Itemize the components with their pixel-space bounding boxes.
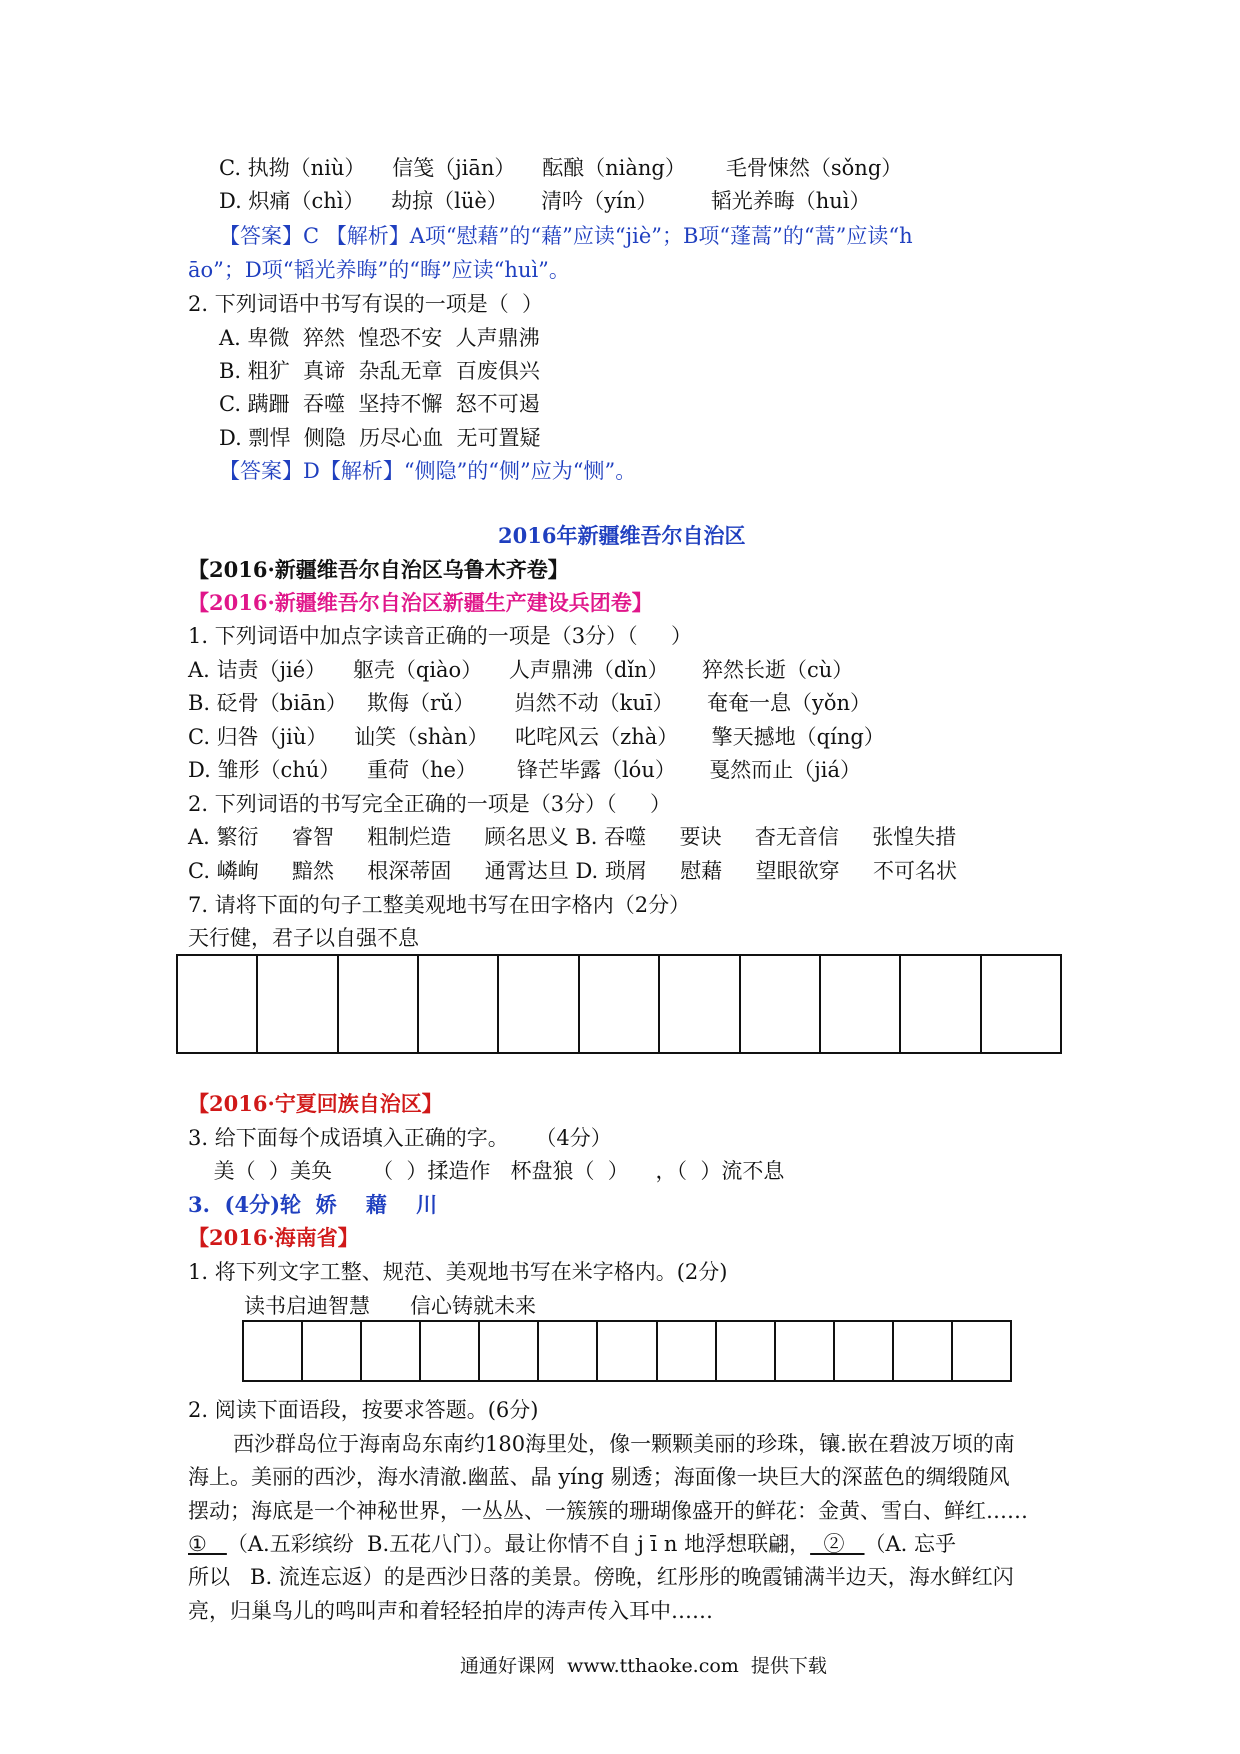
hn-para-line4: ① （A.五彩缤纷 B.五花八门）。最让你情不自 j ī n 地浮想联翩， ② （A. 忘乎 [188,1532,957,1556]
grid-cell[interactable] [901,956,981,1052]
q2-option-b: B. 粗犷 真谛 杂乱无章 百废俱兴 [219,359,540,383]
xinjiang-heading-urumqi: 【2016·新疆维吾尔自治区乌鲁木齐卷】 [188,557,569,582]
nx-q3-stem: 3. 给下面每个成语填入正确的字。 （4分） [188,1126,612,1150]
hn-para-line2: 海上。美丽的西沙，海水清澈.幽蓝、晶 yíng 剔透；海面像一块巨大的深蓝色的绸缎随风 [188,1465,1010,1489]
xj-q2-row2: C. 嶙峋 黯然 根深蒂固 通霄达旦 D. 琐屑 慰藉 望眼欲穿 不可名状 [188,859,958,883]
xj-q1-option-d: D. 雏形（chú） 重荷（he） 锋芒毕露（lóu） 戛然而止（jiá） [188,758,861,782]
hainan-heading: 【2016·海南省】 [188,1225,359,1250]
q2-answer: 【答案】D【解析】“侧隐”的“侧”应为“恻”。 [219,459,637,483]
page-footer: 通通好课网 www.tthaoke.com 提供下载 [460,1655,827,1677]
grid-cell[interactable] [480,1322,539,1380]
grid-cell[interactable] [821,956,901,1052]
xj-q1-option-b: B. 砭骨（biān） 欺侮（rǔ） 岿然不动（kuī） 奄奄一息（yǒn） [188,691,872,715]
grid-cell[interactable] [717,1322,776,1380]
grid-cell[interactable] [953,1322,1010,1380]
hn-q1-stem: 1. 将下列文字工整、规范、美观地书写在米字格内。(2分) [188,1260,728,1284]
grid-cell[interactable] [362,1322,421,1380]
q2-option-d: D. 剽悍 侧隐 历尽心血 无可置疑 [219,426,541,450]
xj-q2-row1: A. 繁衍 睿智 粗制烂造 顾名思义 B. 吞噬 要诀 杳无音信 张惶失措 [188,825,957,849]
hn-para-line6: 亮，归巢鸟儿的鸣叫声和着轻轻拍岸的涛声传入耳中…… [188,1599,713,1623]
xj-q1-option-c: C. 归咎（jiù） 讪笑（shàn） 叱咤风云（zhà） 擎天撼地（qíng） [188,725,885,749]
blank-1[interactable]: ① [188,1532,227,1556]
grid-cell[interactable] [658,1322,717,1380]
grid-cell[interactable] [660,956,740,1052]
grid-cell[interactable] [835,1322,894,1380]
grid-cell[interactable] [776,1322,835,1380]
grid-cell[interactable] [598,1322,657,1380]
hn-para-line5: 所以 B. 流连忘返）的是西沙日落的美景。傍晚，红彤彤的晚霞铺满半边天，海水鲜红闪 [188,1565,1014,1589]
xj-q1-stem: 1. 下列词语中加点字读音正确的一项是（3分）（ ） [188,624,692,648]
nx-q3-answer: 3. (4分)轮 娇 藉 川 [188,1192,438,1217]
blank-2[interactable]: ② [810,1532,865,1556]
grid-cell[interactable] [419,956,499,1052]
grid-cell[interactable] [303,1322,362,1380]
section-title-xinjiang: 2016年新疆维吾尔自治区 [498,523,746,548]
nx-q3-items: 美（ ）美奂 （ ）揉造作 杯盘狼（ ） ，（ ）流不息 [207,1159,785,1183]
hn-para-line1: 西沙群岛位于海南岛东南约180海里处，像一颗颗美丽的珍珠，镶.嵌在碧波万顷的南 [233,1432,1015,1456]
prev-q-option-d: D. 炽痛（chì） 劫掠（lüè） 清吟（yín） 韬光养晦（huì） [219,189,871,213]
ningxia-heading: 【2016·宁夏回族自治区】 [188,1091,443,1116]
hn-q1-text: 读书启迪智慧 信心铸就未来 [244,1294,537,1318]
grid-cell[interactable] [421,1322,480,1380]
prev-q-answer-line2: āo”；D项“韬光养晦”的“晦”应读“huì”。 [188,258,570,282]
xj-q7-text: 天行健，君子以自强不息 [188,926,419,950]
grid-cell[interactable] [499,956,579,1052]
grid-cell[interactable] [982,956,1060,1052]
q2-option-c: C. 蹒跚 吞噬 坚持不懈 怒不可遏 [219,392,540,416]
grid-cell[interactable] [539,1322,598,1380]
hn-para-line3: 摆动；海底是一个神秘世界，一丛丛、一簇簇的珊瑚像盛开的鲜花：金黄、雪白、鲜红…… [188,1499,1028,1523]
grid-cell[interactable] [894,1322,953,1380]
prev-q-answer-line1: 【答案】C 【解析】A项“慰藉”的“藉”应读“jiè”；B项“蓬蒿”的“蒿”应读“h [219,224,913,248]
tianzige-grid [176,954,1062,1054]
xj-q7-stem: 7. 请将下面的句子工整美观地书写在田字格内（2分） [188,893,691,917]
prev-q-option-c: C. 执拗（niù） 信笺（jiān） 酝酿（niàng） 毛骨悚然（sǒng） [219,156,903,180]
grid-cell[interactable] [580,956,660,1052]
xj-q2-stem: 2. 下列词语的书写完全正确的一项是（3分）（ ） [188,792,671,816]
hn-q2-stem: 2. 阅读下面语段，按要求答题。(6分) [188,1398,539,1422]
q2-stem: 2. 下列词语中书写有误的一项是（ ） [188,292,544,316]
grid-cell[interactable] [178,956,258,1052]
xinjiang-heading-bingtuan: 【2016·新疆维吾尔自治区新疆生产建设兵团卷】 [188,590,653,615]
mizige-grid [242,1320,1012,1382]
grid-cell[interactable] [741,956,821,1052]
q2-option-a: A. 卑微 猝然 惶恐不安 人声鼎沸 [219,326,540,350]
grid-cell[interactable] [258,956,338,1052]
grid-cell[interactable] [339,956,419,1052]
xj-q1-option-a: A. 诘责（jié） 躯壳（qiào） 人声鼎沸（dǐn） 猝然长逝（cù） [188,658,854,682]
grid-cell[interactable] [244,1322,303,1380]
